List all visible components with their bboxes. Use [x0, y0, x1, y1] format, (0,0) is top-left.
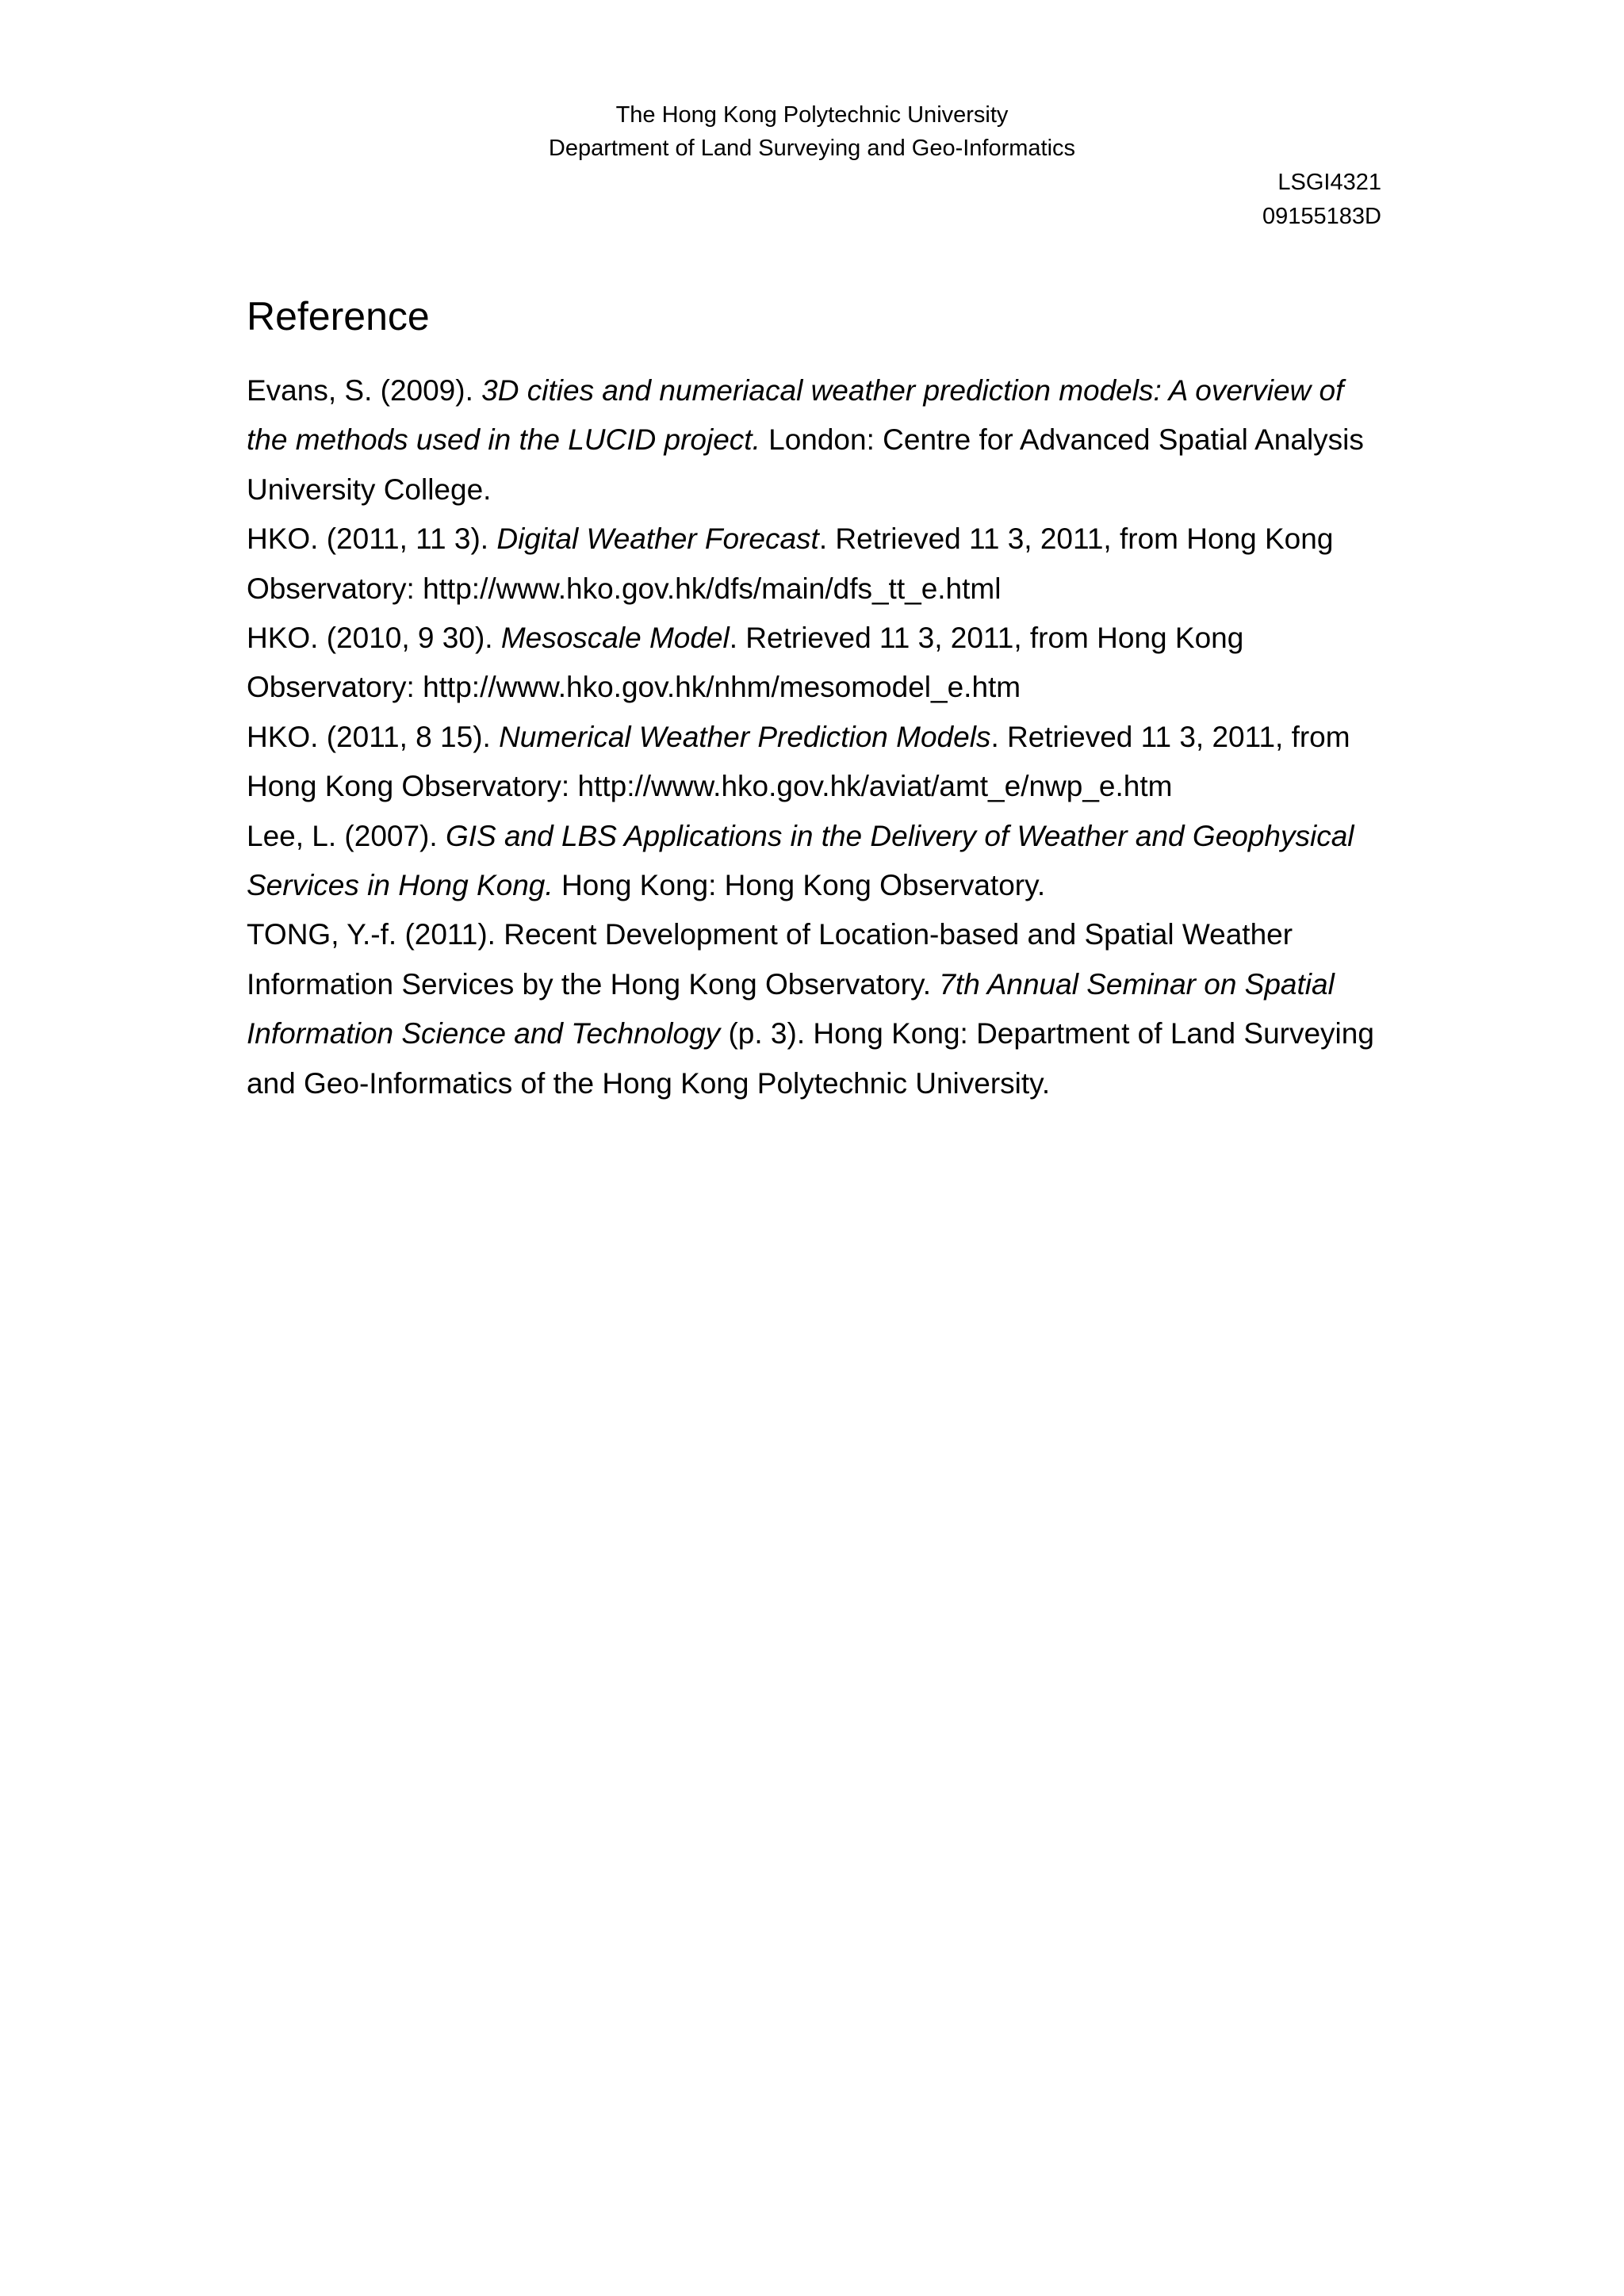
reference-citation: Evans, S. (2009). — [247, 374, 482, 407]
department-name: Department of Land Surveying and Geo-Informatics — [548, 136, 1076, 161]
reference-title: Digital Weather Forecast — [496, 522, 819, 556]
reference-details: Hong Kong: Hong Kong Observatory. — [553, 869, 1046, 902]
reference-title: Numerical Weather Prediction Models — [499, 720, 991, 753]
course-and-student-id — [1262, 166, 1381, 234]
reference-entry — [247, 515, 1388, 614]
reference-citation: Lee, L. (2007). — [247, 819, 446, 852]
student-id: 09155183D — [1262, 204, 1381, 229]
reference-details: . Retrieved 11 3, 2011, from Hong Kong Observatory: http://www.hko.gov.hk/aviat/amt_e/nwp_e.htm — [247, 720, 1350, 803]
reference-list — [247, 366, 1388, 1108]
reference-citation: HKO. (2010, 9 30). — [247, 622, 501, 655]
reference-entry — [247, 713, 1388, 812]
reference-entry — [247, 812, 1388, 911]
reference-entry — [247, 366, 1388, 515]
reference-details: . Retrieved 11 3, 2011, from Hong Kong Observatory: http://www.hko.gov.hk/dfs/main/dfs_tt_e.html — [247, 522, 1334, 605]
reference-entry — [247, 910, 1388, 1108]
reference-details: London: Centre for Advanced Spatial Analysis University College. — [247, 423, 1364, 506]
reference-details: . Retrieved 11 3, 2011, from Hong Kong Observatory: http://www.hko.gov.hk/nhm/mesomodel_e.htm — [247, 622, 1244, 704]
reference-citation: HKO. (2011, 11 3). — [247, 522, 497, 556]
reference-details: (p. 3). Hong Kong: Department of Land Surveying and Geo-Informatics of the Hong Kong Polytechnic University. — [247, 1017, 1374, 1100]
reference-title: 3D cities and numeriacal weather prediction models: A overview of the methods used in the LUCID project. — [247, 374, 1344, 457]
page-header — [0, 98, 1624, 165]
reference-entry — [247, 614, 1388, 713]
reference-title: GIS and LBS Applications in the Delivery of Weather and Geophysical Services in Hong Kong. — [247, 819, 1354, 902]
reference-title: 7th Annual Seminar on Spatial Information Science and Technology — [247, 967, 1335, 1050]
reference-title: Mesoscale Model — [500, 622, 730, 655]
section-title: Reference — [247, 294, 430, 339]
reference-citation: HKO. (2011, 8 15). — [247, 720, 500, 753]
university-name: The Hong Kong Polytechnic University — [615, 102, 1009, 128]
course-code: LSGI4321 — [1277, 170, 1381, 195]
reference-citation: TONG, Y.-f. (2011). Recent Development of Location-based and Spatial Weather Information Services by the Hong Kong Observatory. — [247, 918, 1293, 1001]
